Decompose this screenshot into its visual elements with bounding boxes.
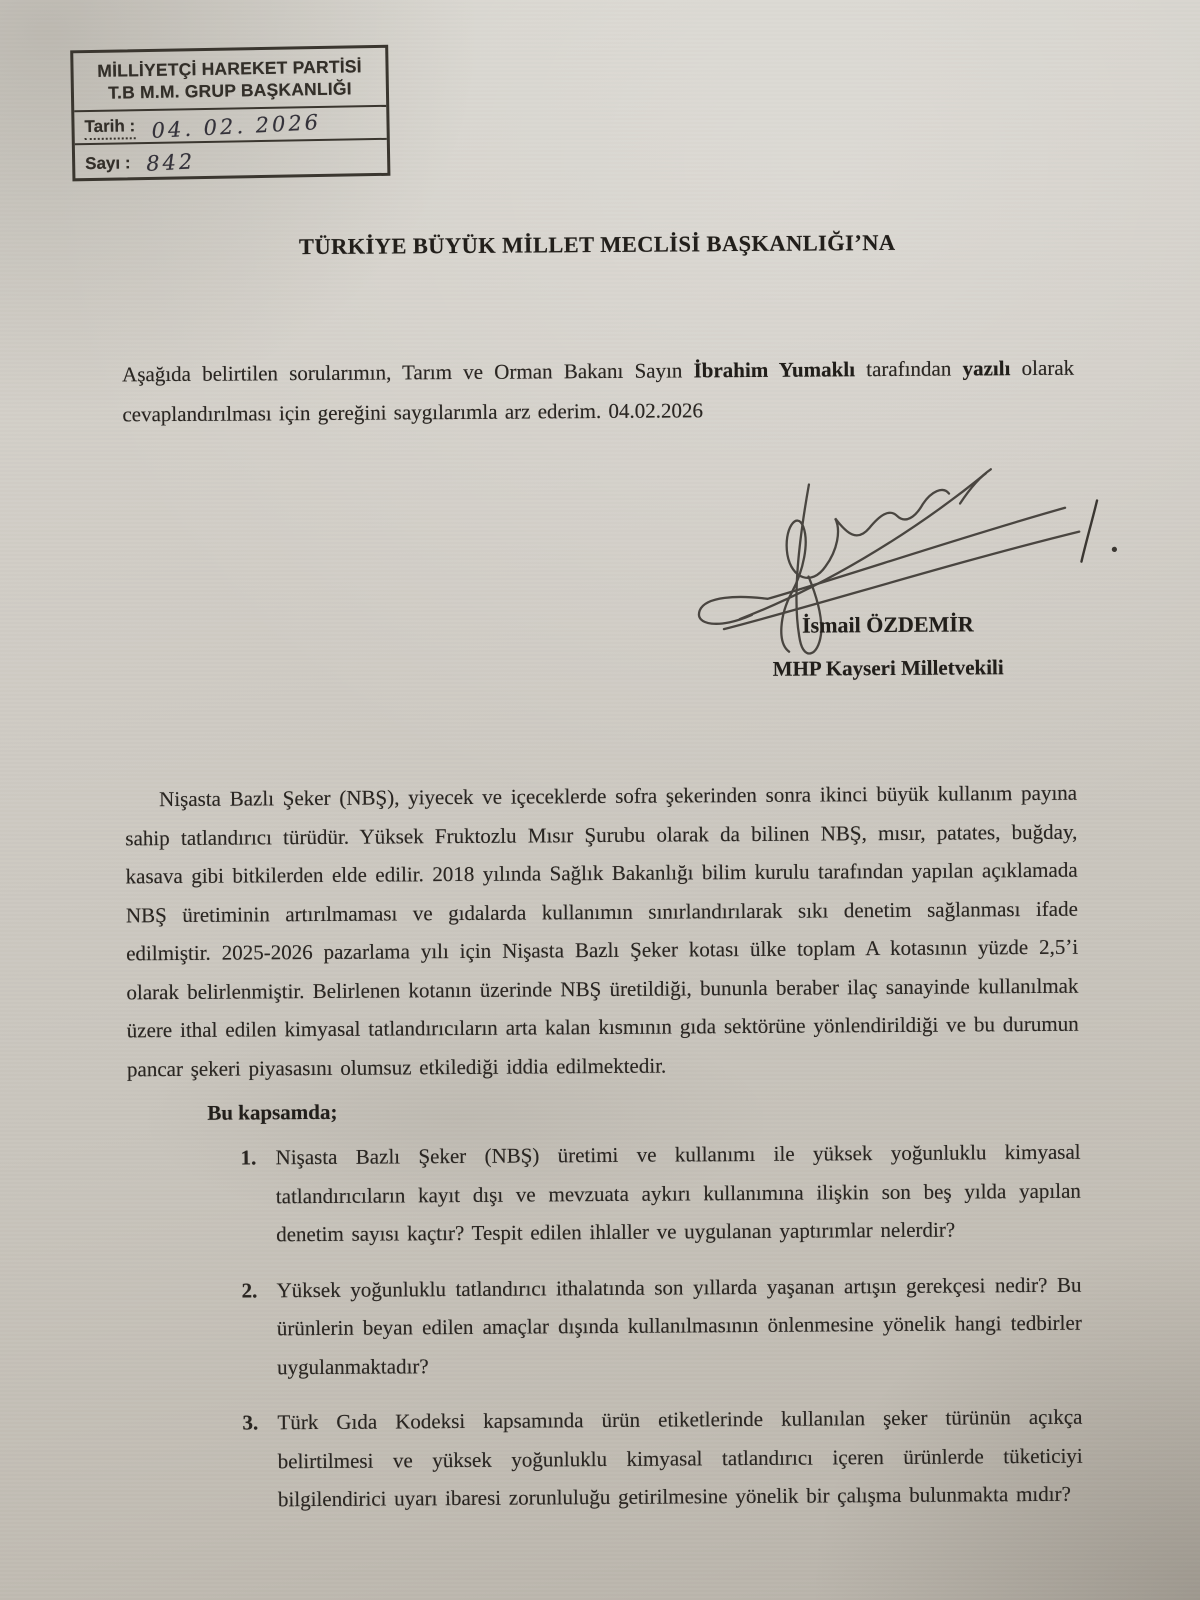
body-paragraph: Nişasta Bazlı Şeker (NBŞ), yiyecek ve içeceklerde sofra şekerinden sonra ikinci büyük kullanım payına sahip tatlandırıcı türüdür. Yüksek Fruktozlu Mısır Şurubu olarak da bilinen NBŞ, mısır, patates, buğday, kasava gibi bitkilerden elde edilir. 2018 yılında Sağlık Bakanlığı bilim kurulu tarafından yapılan açıklamada NBŞ üretiminin artırılmaması ve gıdalarda kullanımın sınırlandırılarak sıkı denetim sağlanması ifade edilmiştir. 2025-2026 pazarlama yılı için Nişasta Bazlı Şeker kotası ülke toplam A kotasının yüzde 2,5’i olarak belirlenmiştir. Belirlenen kotanın üzerinde NBŞ üretildiği, bununla beraber ilaç sanayinde kullanılmak üzere ithal edilen kimyasal tatlandırıcıların arta kalan kısmının gıda sektörüne yönlendirildiği ve bu durumun pancar şekeri piyasasını olumsuz etkilediği iddia edilmektedir. xyxy=(125,780,1079,1081)
party-stamp xyxy=(70,45,390,182)
question-text: Yüksek yoğunluklu tatlandırıcı ithalatında son yıllarda yaşanan artışın gerekçesi nedir? Bu ürünlerin beyan edilen amaçlar dışında kullanılmasının önlenmesine yönelik hangi tedbirler uygulanmaktadır? xyxy=(276,1272,1082,1379)
stamp-party-line: MİLLİYETÇİ HAREKET PARTİSİ xyxy=(97,56,362,81)
request-text-mid: tarafından xyxy=(854,356,963,382)
signature-block xyxy=(689,444,1121,707)
signatory-title: MHP Kayseri Milletvekili xyxy=(772,655,1004,681)
question-list xyxy=(240,1133,1083,1536)
question-text: Nişasta Bazlı Şeker (NBŞ) üretimi ve kullanımı ile yüksek yoğunluklu kimyasal tatlandırıcıların kayıt dışı ve mevzuata aykırı kullanımına ilişkin son beş yılda yapılan denetim sayısı kaçtır? Tespit edilen ihlaller ve uygulanan yaptırımlar nelerdir? xyxy=(275,1139,1081,1247)
questions-heading: Bu kapsamda; xyxy=(207,1099,338,1125)
stamp-date-handwritten: 04. 02. 2026 xyxy=(150,110,322,143)
stamp-number-label: Sayı : xyxy=(85,153,131,174)
minister-name: İbrahim Yumaklı xyxy=(693,357,856,383)
question-text: Türk Gıda Kodeksi kapsamında ürün etiketlerinde kullanılan şeker türünün açıkça belirtilmesi ve yüksek yoğunluklu kimyasal tatlandırıcı içeren ürünlerde tüketiciyi bilgilendirici uyarı ibaresi zorunluluğu getirilmesine yönelik bir çalışma bulunmakta mıdır? xyxy=(277,1404,1083,1512)
request-text-lead: Aşağıda belirtilen sorularımın, Tarım ve Orman Bakanı Sayın xyxy=(122,358,694,387)
question-item-3 xyxy=(242,1398,1083,1519)
stamp-number-handwritten: 842 xyxy=(145,149,197,176)
document-title: TÜRKİYE BÜYÜK MİLLET MECLİSİ BAŞKANLIĞI’NA xyxy=(298,229,896,260)
question-number: 2. xyxy=(241,1277,258,1303)
signature-scribble xyxy=(689,444,1121,677)
request-paragraph xyxy=(122,348,1075,435)
stamp-number-row xyxy=(75,140,388,178)
stamp-date-row xyxy=(74,107,387,145)
question-item-1 xyxy=(240,1133,1081,1254)
question-number: 1. xyxy=(240,1145,257,1170)
question-number: 3. xyxy=(242,1410,259,1435)
handwritten-mark xyxy=(1074,494,1125,569)
stamp-office-line: T.B M.M. GRUP BAŞKANLIĞI xyxy=(107,78,352,103)
written-emphasis: yazılı xyxy=(962,356,1011,381)
request-text-tail: olarak cevaplandırılması için gereğini saygılarımla arz ederim. 04.02.2026 xyxy=(122,355,1075,427)
signatory-name: İsmail ÖZDEMİR xyxy=(801,611,974,638)
question-item-2 xyxy=(241,1265,1082,1386)
stamp-date-label: Tarih : xyxy=(84,116,135,140)
stamp-header xyxy=(73,48,386,112)
